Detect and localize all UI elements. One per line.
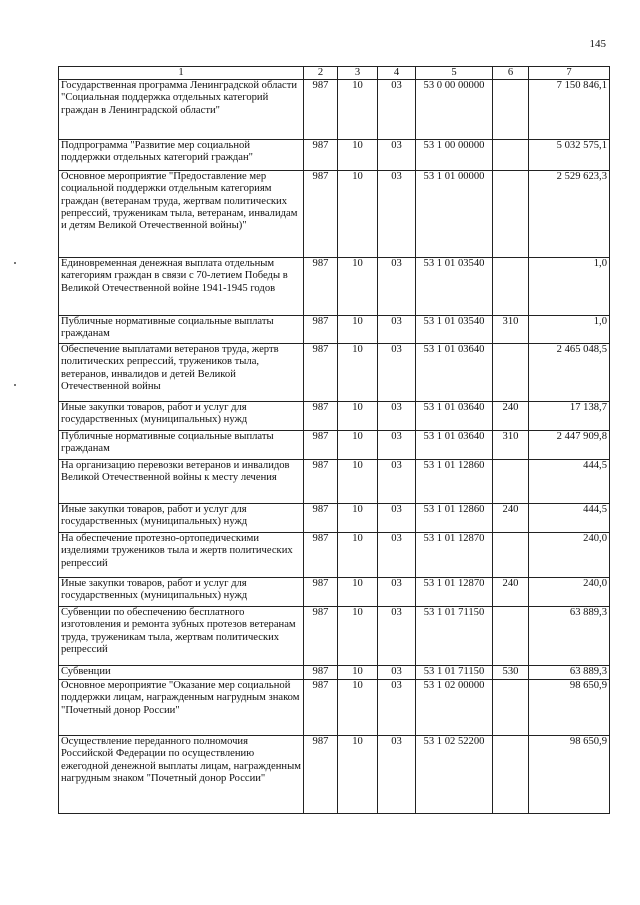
row-name: На организацию перевозки ветеранов и инвалидов Великой Отечественной войны к месту лечения <box>59 460 304 504</box>
row-amount: 2 465 048,5 <box>529 344 610 402</box>
row-section-code: 10 <box>338 736 378 814</box>
budget-table <box>58 66 610 814</box>
table-row <box>59 736 610 814</box>
row-expense-type <box>493 140 529 171</box>
row-section-code: 10 <box>338 402 378 431</box>
table-row <box>59 80 610 140</box>
row-expense-type <box>493 80 529 140</box>
row-subsection-code: 03 <box>378 666 416 680</box>
row-target-code: 53 1 01 03640 <box>416 344 493 402</box>
row-name: Публичные нормативные социальные выплаты гражданам <box>59 431 304 460</box>
row-name: Единовременная денежная выплата отдельным категориям граждан в связи с 70-летием Победы в Великой Отечественной войне 1941-1945 годов <box>59 258 304 316</box>
row-target-code: 53 1 01 12860 <box>416 460 493 504</box>
row-amount: 98 650,9 <box>529 680 610 736</box>
row-expense-type: 530 <box>493 666 529 680</box>
row-section-code: 10 <box>338 316 378 344</box>
header-col-7: 7 <box>529 67 610 80</box>
row-target-code: 53 1 01 03540 <box>416 316 493 344</box>
row-section-code: 10 <box>338 140 378 171</box>
row-expense-type <box>493 460 529 504</box>
row-section-code: 10 <box>338 80 378 140</box>
row-target-code: 53 1 01 03640 <box>416 402 493 431</box>
row-name: Субвенции <box>59 666 304 680</box>
row-ministry-code: 987 <box>304 578 338 607</box>
row-ministry-code: 987 <box>304 140 338 171</box>
table-header <box>59 67 610 80</box>
row-amount: 98 650,9 <box>529 736 610 814</box>
row-subsection-code: 03 <box>378 80 416 140</box>
row-name: Иные закупки товаров, работ и услуг для государственных (муниципальных) нужд <box>59 402 304 431</box>
row-ministry-code: 987 <box>304 80 338 140</box>
page-number: 145 <box>589 38 606 50</box>
scan-mark <box>14 262 16 264</box>
table-row <box>59 666 610 680</box>
row-target-code: 53 1 01 71150 <box>416 666 493 680</box>
row-ministry-code: 987 <box>304 316 338 344</box>
row-target-code: 53 0 00 00000 <box>416 80 493 140</box>
header-col-6: 6 <box>493 67 529 80</box>
header-col-1: 1 <box>59 67 304 80</box>
row-expense-type: 240 <box>493 504 529 533</box>
row-target-code: 53 1 01 00000 <box>416 171 493 258</box>
row-expense-type <box>493 680 529 736</box>
table-row <box>59 680 610 736</box>
row-subsection-code: 03 <box>378 680 416 736</box>
row-section-code: 10 <box>338 533 378 578</box>
row-amount: 2 529 623,3 <box>529 171 610 258</box>
row-ministry-code: 987 <box>304 736 338 814</box>
header-col-4: 4 <box>378 67 416 80</box>
row-name: Иные закупки товаров, работ и услуг для государственных (муниципальных) нужд <box>59 578 304 607</box>
row-ministry-code: 987 <box>304 533 338 578</box>
row-subsection-code: 03 <box>378 140 416 171</box>
row-target-code: 53 1 01 12860 <box>416 504 493 533</box>
row-expense-type <box>493 607 529 666</box>
row-amount: 1,0 <box>529 258 610 316</box>
row-subsection-code: 03 <box>378 171 416 258</box>
row-expense-type <box>493 171 529 258</box>
row-section-code: 10 <box>338 607 378 666</box>
row-target-code: 53 1 01 71150 <box>416 607 493 666</box>
row-subsection-code: 03 <box>378 258 416 316</box>
row-expense-type: 310 <box>493 316 529 344</box>
row-ministry-code: 987 <box>304 402 338 431</box>
row-amount: 7 150 846,1 <box>529 80 610 140</box>
row-expense-type <box>493 258 529 316</box>
row-section-code: 10 <box>338 460 378 504</box>
table-row <box>59 578 610 607</box>
row-amount: 444,5 <box>529 504 610 533</box>
row-section-code: 10 <box>338 431 378 460</box>
row-name: Обеспечение выплатами ветеранов труда, жертв политических репрессий, тружеников тыла, ветеранов, инвалидов и детей Великой Отечественной войны <box>59 344 304 402</box>
row-expense-type <box>493 533 529 578</box>
header-col-2: 2 <box>304 67 338 80</box>
row-name: Подпрограмма "Развитие мер социальной поддержки отдельных категорий граждан" <box>59 140 304 171</box>
table-row <box>59 171 610 258</box>
row-section-code: 10 <box>338 680 378 736</box>
row-amount: 17 138,7 <box>529 402 610 431</box>
table-row <box>59 258 610 316</box>
row-amount: 444,5 <box>529 460 610 504</box>
table-row <box>59 504 610 533</box>
row-expense-type <box>493 736 529 814</box>
row-subsection-code: 03 <box>378 316 416 344</box>
row-amount: 1,0 <box>529 316 610 344</box>
row-subsection-code: 03 <box>378 533 416 578</box>
row-amount: 240,0 <box>529 578 610 607</box>
row-ministry-code: 987 <box>304 680 338 736</box>
row-section-code: 10 <box>338 258 378 316</box>
row-amount: 5 032 575,1 <box>529 140 610 171</box>
row-subsection-code: 03 <box>378 431 416 460</box>
header-col-3: 3 <box>338 67 378 80</box>
row-subsection-code: 03 <box>378 402 416 431</box>
row-ministry-code: 987 <box>304 431 338 460</box>
row-section-code: 10 <box>338 344 378 402</box>
row-name: Государственная программа Ленинградской области "Социальная поддержка отдельных категорий граждан в Ленинградской области" <box>59 80 304 140</box>
row-expense-type: 240 <box>493 402 529 431</box>
row-subsection-code: 03 <box>378 578 416 607</box>
table-row <box>59 533 610 578</box>
row-subsection-code: 03 <box>378 460 416 504</box>
table-row <box>59 431 610 460</box>
row-amount: 63 889,3 <box>529 666 610 680</box>
row-ministry-code: 987 <box>304 344 338 402</box>
row-subsection-code: 03 <box>378 344 416 402</box>
row-name: Основное мероприятие "Предоставление мер социальной поддержки отдельным категориям граждан (ветеранам труда, жертвам политических репрессий, труженикам тыла, ветеранам, инвалидам и детям Великой Отечественной войны)" <box>59 171 304 258</box>
table-row <box>59 402 610 431</box>
row-target-code: 53 1 01 12870 <box>416 578 493 607</box>
row-ministry-code: 987 <box>304 504 338 533</box>
row-ministry-code: 987 <box>304 171 338 258</box>
row-name: Основное мероприятие "Оказание мер социальной поддержки лицам, награжденным нагрудным знаком "Почетный донор России" <box>59 680 304 736</box>
row-expense-type: 310 <box>493 431 529 460</box>
table-row <box>59 316 610 344</box>
row-name: Осуществление переданного полномочия Российской Федерации по осуществлению ежегодной денежной выплаты лицам, награжденным нагрудным знаком "Почетный донор России" <box>59 736 304 814</box>
row-ministry-code: 987 <box>304 460 338 504</box>
table-row <box>59 344 610 402</box>
row-name: На обеспечение протезно-ортопедическими изделиями тружеников тыла и жертв политических репрессий <box>59 533 304 578</box>
scan-mark <box>14 384 16 386</box>
row-ministry-code: 987 <box>304 258 338 316</box>
row-target-code: 53 1 02 52200 <box>416 736 493 814</box>
header-row <box>59 67 610 80</box>
row-target-code: 53 1 01 03540 <box>416 258 493 316</box>
table-row <box>59 140 610 171</box>
row-ministry-code: 987 <box>304 607 338 666</box>
header-col-5: 5 <box>416 67 493 80</box>
row-subsection-code: 03 <box>378 607 416 666</box>
row-target-code: 53 1 01 03640 <box>416 431 493 460</box>
row-name: Публичные нормативные социальные выплаты гражданам <box>59 316 304 344</box>
row-expense-type: 240 <box>493 578 529 607</box>
row-subsection-code: 03 <box>378 736 416 814</box>
table-body <box>59 80 610 814</box>
row-target-code: 53 1 02 00000 <box>416 680 493 736</box>
row-amount: 63 889,3 <box>529 607 610 666</box>
row-amount: 2 447 909,8 <box>529 431 610 460</box>
row-subsection-code: 03 <box>378 504 416 533</box>
row-expense-type <box>493 344 529 402</box>
table-row <box>59 460 610 504</box>
row-section-code: 10 <box>338 666 378 680</box>
row-ministry-code: 987 <box>304 666 338 680</box>
table-row <box>59 607 610 666</box>
row-amount: 240,0 <box>529 533 610 578</box>
row-section-code: 10 <box>338 578 378 607</box>
row-section-code: 10 <box>338 504 378 533</box>
row-name: Субвенции по обеспечению бесплатного изготовления и ремонта зубных протезов ветеранам труда, труженикам тыла, жертвам политических репрессий <box>59 607 304 666</box>
row-name: Иные закупки товаров, работ и услуг для государственных (муниципальных) нужд <box>59 504 304 533</box>
row-target-code: 53 1 01 12870 <box>416 533 493 578</box>
row-target-code: 53 1 00 00000 <box>416 140 493 171</box>
row-section-code: 10 <box>338 171 378 258</box>
